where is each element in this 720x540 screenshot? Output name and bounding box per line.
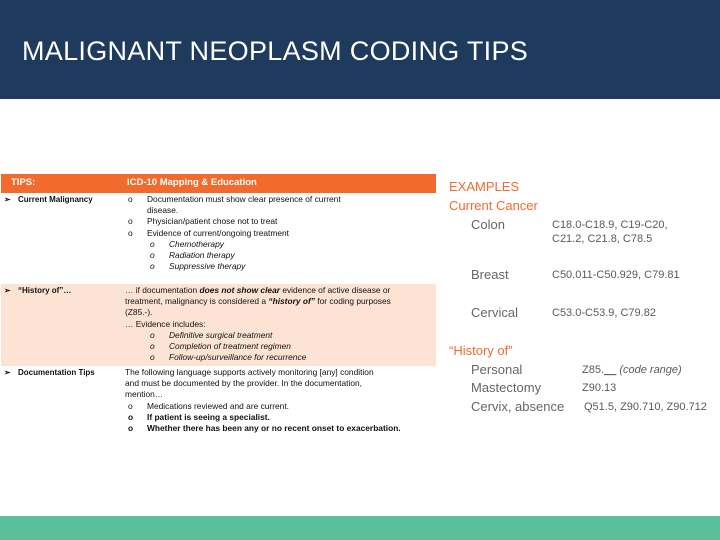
list-item (125, 239, 431, 250)
mapping-cell (125, 194, 431, 272)
colon-codes-line2: C21.2, C21.8, C78.5 (552, 233, 653, 245)
mastectomy-code: Z90.13 (582, 382, 617, 394)
colon-label: Colon (471, 217, 505, 232)
mapping-cell (125, 285, 431, 363)
cervix-absence-codes: Q51.5, Z90.710, Z90.712 (584, 401, 707, 413)
coding-tips-table (1, 174, 436, 446)
breast-codes: C50.011-C50.929, C79.81 (552, 269, 680, 281)
text-run: for coding purposes (314, 296, 391, 307)
list-item-text: Medications reviewed and are current. (147, 400, 289, 411)
list-item-text: Definitive surgical treatment (169, 329, 273, 340)
tip-label: Documentation Tips (18, 368, 95, 377)
list-item (125, 352, 431, 363)
current-cancer-heading: Current Cancer (449, 198, 538, 213)
emphasis-text: “history of” (268, 296, 315, 307)
cervix-absence-label: Cervix, absence (471, 399, 565, 414)
list-item (125, 341, 431, 352)
table-row (1, 366, 436, 446)
tip-label: “History of”… (18, 286, 72, 295)
bullet-icon: o (150, 352, 155, 363)
cervical-codes: C53.0-C53.9, C79.82 (552, 307, 656, 319)
cervical-label: Cervical (471, 305, 518, 320)
list-item (125, 205, 431, 216)
text-run: evidence of active disease or (280, 285, 391, 295)
text-line: mention… (125, 389, 164, 400)
arrow-bullet-icon: ➢ (4, 368, 11, 377)
list-item (125, 250, 431, 261)
bullet-icon: o (150, 238, 155, 249)
arrow-bullet-icon: ➢ (4, 286, 11, 295)
bullet-icon: o (150, 341, 155, 352)
personal-label: Personal (471, 362, 523, 377)
bullet-icon: o (128, 216, 133, 227)
title-banner (0, 0, 720, 99)
personal-code-prefix: Z85. (582, 364, 605, 376)
emphasis-text: does not show clear (199, 285, 280, 295)
bullet-icon: o (128, 227, 133, 238)
text-line (125, 285, 431, 296)
list-item (125, 261, 431, 272)
bullet-icon: o (150, 329, 155, 340)
text-line: The following language supports actively monitoring [any] condition (125, 367, 374, 377)
slide-title: MALIGNANT NEOPLASM CODING TIPS (22, 36, 529, 66)
examples-panel (444, 176, 720, 426)
list-item-text: disease. (147, 205, 179, 216)
tip-label: Current Malignancy (18, 195, 93, 204)
header-icd10-mapping: ICD-10 Mapping & Education (127, 177, 257, 188)
list-item-text: Suppressive therapy (169, 261, 246, 272)
table-row (1, 284, 436, 366)
text-run: … if documentation (125, 285, 200, 295)
list-item-text: If patient is seeing a specialist. (147, 411, 270, 422)
personal-code-note: (code range) (619, 364, 682, 376)
list-item-text: Evidence of current/ongoing treatment (147, 227, 289, 238)
list-item-text: Radiation therapy (169, 250, 235, 261)
bullet-icon: o (128, 194, 133, 204)
list-item (125, 423, 431, 434)
list-item-text: Whether there has been any or no recent onset to exacerbation. (147, 423, 401, 434)
list-item-text: Physician/patient chose not to treat (147, 216, 278, 227)
text-line: … Evidence includes: (125, 318, 206, 329)
list-item (125, 401, 431, 412)
list-item (125, 194, 431, 205)
mapping-cell (125, 367, 431, 434)
list-item-text: Follow-up/surveillance for recurrence (169, 352, 307, 363)
table-row (1, 193, 436, 284)
bullet-icon: o (128, 411, 134, 422)
list-item (125, 228, 431, 239)
list-item (125, 412, 431, 423)
breast-label: Breast (471, 267, 509, 282)
text-run: treatment, malignancy is considered a (125, 296, 269, 307)
list-item (125, 330, 431, 341)
history-of-heading: “History of” (449, 343, 513, 358)
bullet-icon: o (128, 423, 134, 434)
text-line: and must be documented by the provider. In the documentation, (125, 378, 362, 389)
personal-code (582, 364, 682, 376)
mastectomy-label: Mastectomy (471, 380, 542, 395)
examples-heading: EXAMPLES (449, 179, 520, 194)
bullet-icon: o (128, 400, 133, 411)
colon-codes-line1: C18.0-C18.9, C19-C20, (552, 219, 668, 231)
list-item-text: Documentation must show clear presence of current (147, 194, 341, 204)
footer-bar (0, 516, 720, 540)
bullet-icon: o (150, 250, 155, 261)
personal-code-suffix: __ (604, 364, 617, 376)
table-header-row (1, 174, 436, 193)
tip-cell (4, 286, 122, 295)
list-item-text: Chemotherapy (169, 238, 224, 249)
arrow-bullet-icon: ➢ (4, 195, 11, 204)
text-line (125, 296, 431, 307)
text-line: (Z85.-). (125, 307, 153, 318)
tip-cell (4, 195, 122, 204)
tip-cell (4, 368, 122, 377)
header-tips: TIPS: (11, 177, 36, 188)
list-item-text: Completion of treatment regimen (169, 341, 291, 352)
bullet-icon: o (150, 261, 155, 272)
list-item (125, 216, 431, 227)
